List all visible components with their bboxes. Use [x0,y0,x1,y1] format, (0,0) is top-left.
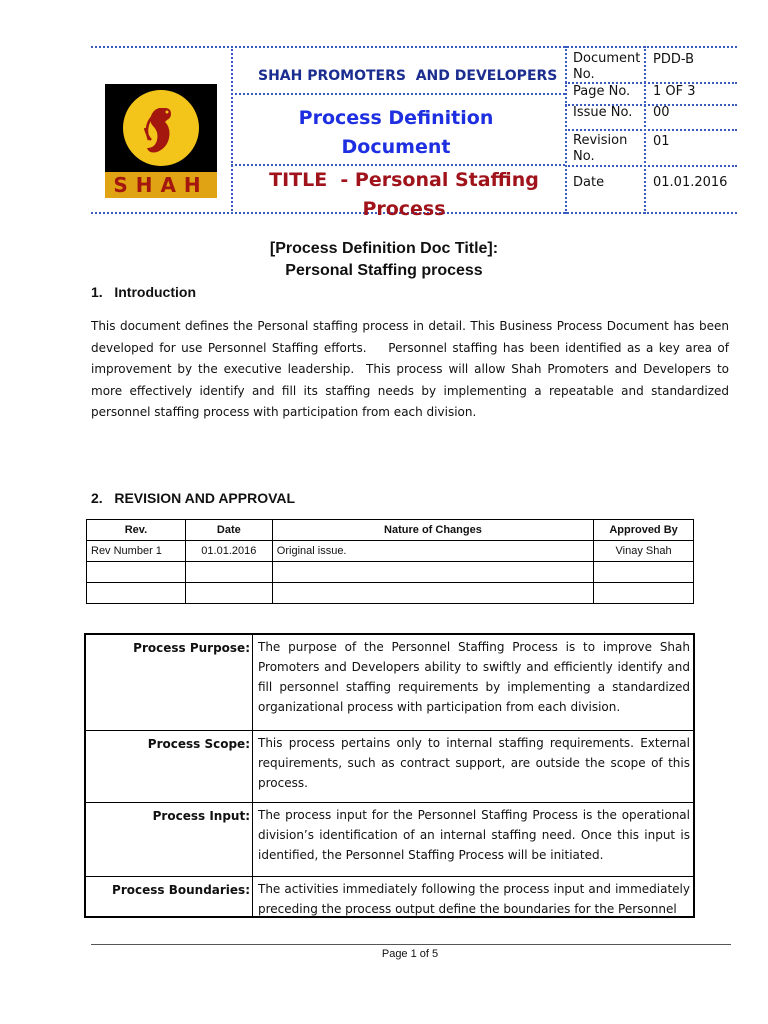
revision-table [86,519,694,604]
section-revision-heading: 2. REVISION AND APPROVAL [91,490,296,506]
logo-text: SHAH [113,173,209,197]
doc-title-line2: Personal Staffing process [285,262,483,279]
col-header-date: Date [185,520,272,541]
process-boundaries-text: The activities immediately following the process input and immediately preceding the process output define the boundaries for the Personnel [258,882,690,916]
table-row [87,583,694,604]
meta-value-issue-no: 00 [653,105,670,120]
col-header-approved: Approved By [594,520,694,541]
process-purpose-label: Process Purpose: [133,641,250,655]
process-input-label: Process Input: [152,809,250,823]
process-scope-label: Process Scope: [147,737,250,751]
table-row [87,541,694,562]
peacock-icon [143,102,179,156]
meta-value-revision-no: 01 [653,134,670,149]
introduction-paragraph: This document defines the Personal staffing process in detail. This Business Process Document has been developed for use Personnel Staffing efforts. Personnel staffing has been identified as a key area of improvement by the executive leadership. This process will allow Shah Promoters and Developers to more effectively identify and fill its staffing needs by implementing a repeatable and standardized personnel staffing process with participation from each division. [91,319,733,419]
section-introduction-heading: 1. Introduction [91,284,196,300]
process-scope-text: This process pertains only to internal staffing requirements. External requirements, such as contract support, are outside the scope of this process. [258,736,690,790]
cell-rev: Rev Number 1 [87,541,186,562]
cell-approved: Vinay Shah [594,541,694,562]
meta-label-date: Date [573,175,605,190]
cell-approved [594,583,694,604]
cell-date: 01.01.2016 [185,541,272,562]
cell-nature [272,562,593,583]
cell-rev [87,562,186,583]
meta-value-date: 01.01.2016 [653,175,728,190]
process-row-purpose [86,635,693,730]
footer-divider [91,944,731,945]
cell-date [185,583,272,604]
process-row-boundaries [86,876,693,917]
process-input-text: The process input for the Personnel Staffing Process is the operational division’s identification of an internal staffing need. Once this input is identified, the Personnel Staffing Process will be initiated. [258,808,690,862]
cell-nature: Original issue. [272,541,593,562]
process-boundaries-label: Process Boundaries: [112,883,250,897]
cell-nature [272,583,593,604]
company-logo [105,84,217,198]
process-purpose-text: The purpose of the Personnel Staffing Process is to improve Shah Promoters and Developers ability to swiftly and efficiently identify and fill personnel staffing requirements by implementing a standardized organizational process with participation from each division. [258,640,690,714]
meta-label-issue-no: Issue No. [573,105,633,120]
process-row-input [86,802,693,877]
meta-value-document-no: PDD-B [653,52,695,67]
meta-value-page-no: 1 OF 3 [653,84,696,99]
cell-approved [594,562,694,583]
process-table [84,633,695,918]
table-row [87,562,694,583]
process-row-scope [86,730,693,803]
col-header-rev: Rev. [87,520,186,541]
table-header-row [87,520,694,541]
meta-label-page-no: Page No. [573,84,631,99]
meta-label-document-no: Document No. [573,51,641,82]
document-title: TITLE - Personal Staffing Process [269,169,539,220]
cell-date [185,562,272,583]
cell-rev [87,583,186,604]
pdd-title: Process Definition Document [298,107,494,158]
doc-title-line1: [Process Definition Doc Title]: [269,240,499,257]
col-header-nature: Nature of Changes [272,520,593,541]
page-footer: Page 1 of 5 [381,948,439,960]
company-name: SHAH PROMOTERS AND DEVELOPERS [258,68,558,84]
meta-label-revision-no: Revision No. [573,133,628,164]
